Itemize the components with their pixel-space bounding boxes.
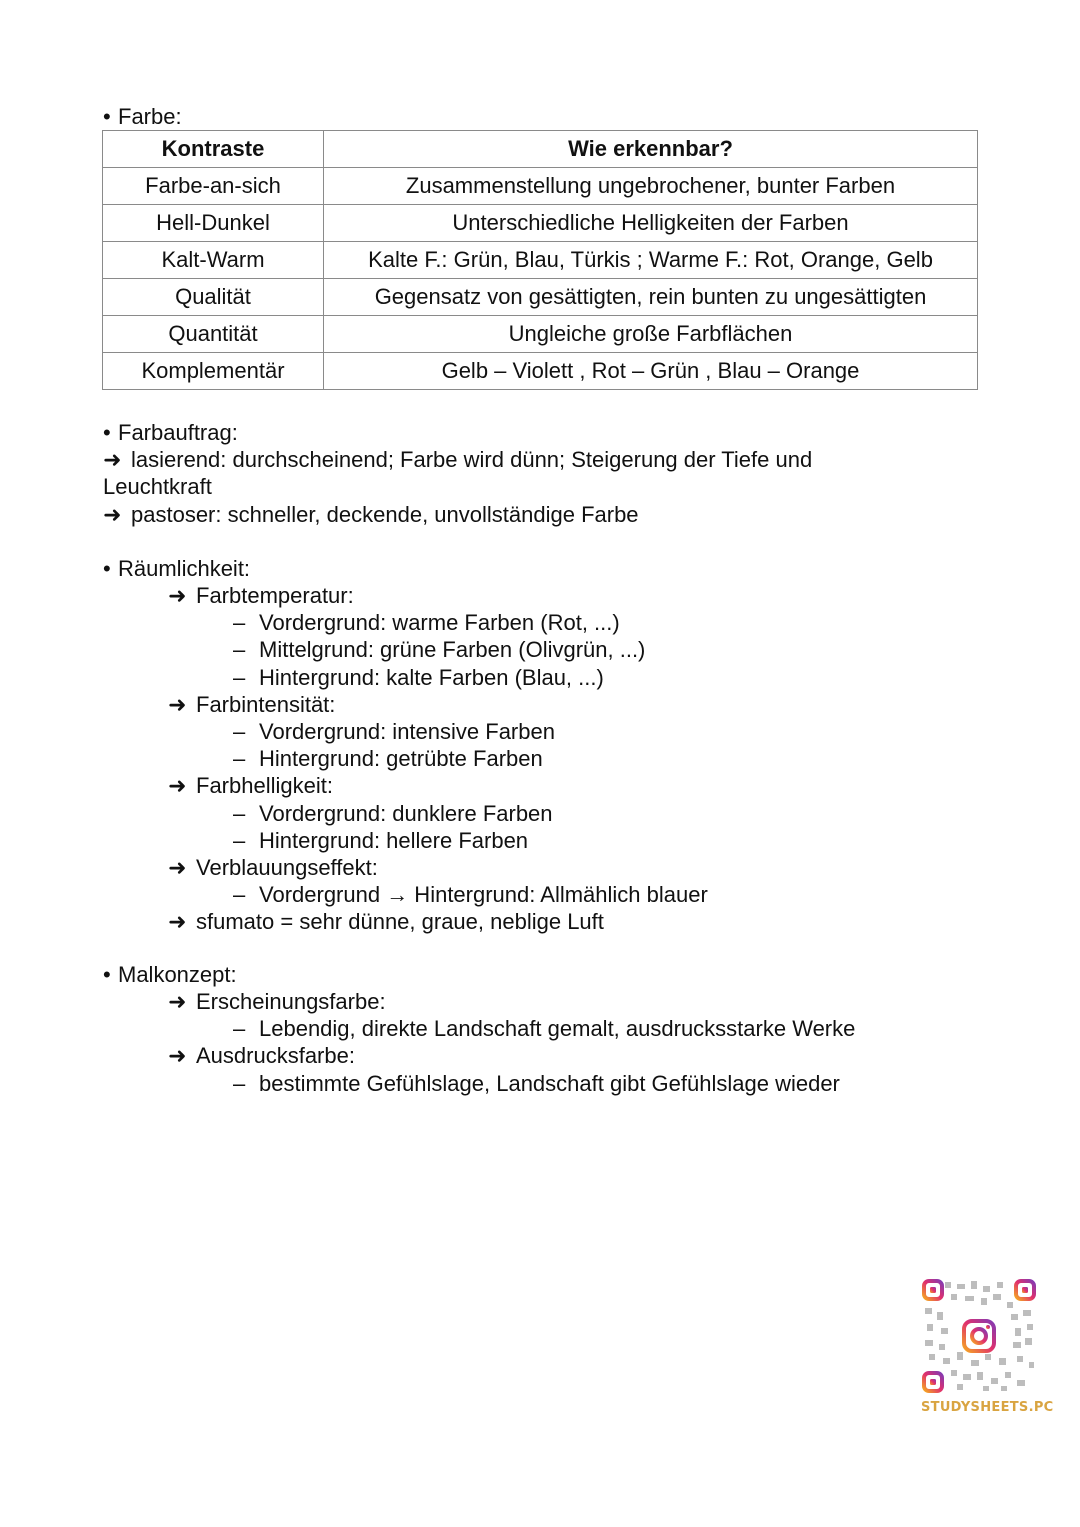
- section-farbauftrag-heading: • Farbauftrag:: [103, 420, 238, 445]
- bullet-icon: •: [103, 104, 111, 129]
- table-cell: Farbe-an-sich: [103, 168, 324, 205]
- table-cell: Qualität: [103, 279, 324, 316]
- dash-icon: –: [233, 719, 246, 744]
- arrow-right-icon: ➜: [168, 692, 187, 717]
- table-header-cell: Wie erkennbar?: [324, 131, 978, 168]
- arrow-right-icon: ➜: [168, 773, 187, 798]
- bullet-icon: •: [103, 962, 111, 987]
- farbintensitaet-heading: ➜ Farbintensität:: [168, 692, 336, 717]
- arrow-right-icon: ➜: [168, 909, 187, 934]
- arrow-right-icon: ➜: [168, 583, 187, 608]
- table-cell: Kalt-Warm: [103, 242, 324, 279]
- dash-icon: –: [233, 746, 246, 771]
- arrow-right-icon: ➜: [168, 989, 187, 1014]
- verblauung-heading: ➜ Verblauungseffekt:: [168, 855, 378, 880]
- bullet-icon: •: [103, 420, 111, 445]
- list-item: – Hintergrund: kalte Farben (Blau, ...): [233, 665, 604, 690]
- section-farbe-heading: • Farbe:: [103, 104, 182, 129]
- arrow-right-icon: ➜: [168, 855, 187, 880]
- list-item: – Vordergrund: dunklere Farben: [233, 801, 553, 826]
- table-cell: Kalte F.: Grün, Blau, Türkis ; Warme F.: Rot, Orange, Gelb: [324, 242, 978, 279]
- table-header-row: [103, 131, 978, 168]
- table-cell: Hell-Dunkel: [103, 205, 324, 242]
- list-item: – Vordergrund → Hintergrund: Allmählich blauer: [233, 882, 708, 907]
- table-row: [103, 279, 978, 316]
- dash-icon: –: [233, 637, 246, 662]
- table-cell: Ungleiche große Farbflächen: [324, 316, 978, 353]
- list-item: – Mittelgrund: grüne Farben (Olivgrün, ...): [233, 637, 646, 662]
- brand-label: STUDYSHEETS.PC: [921, 1400, 1054, 1415]
- arrow-right-icon: ➜: [103, 502, 122, 527]
- dash-icon: –: [233, 1016, 246, 1041]
- farbtemperatur-heading: ➜ Farbtemperatur:: [168, 583, 354, 608]
- erscheinungsfarbe-heading: ➜ Erscheinungsfarbe:: [168, 989, 386, 1014]
- table-cell: Gegensatz von gesättigten, rein bunten zu ungesättigten: [324, 279, 978, 316]
- list-item: – Hintergrund: getrübte Farben: [233, 746, 543, 771]
- table-cell: Unterschiedliche Helligkeiten der Farben: [324, 205, 978, 242]
- table-cell: Komplementär: [103, 353, 324, 390]
- list-item: – bestimmte Gefühlslage, Landschaft gibt Gefühlslage wieder: [233, 1071, 840, 1096]
- table-row: [103, 316, 978, 353]
- table-cell: Zusammenstellung ungebrochener, bunter Farben: [324, 168, 978, 205]
- table-cell: Gelb – Violett , Rot – Grün , Blau – Orange: [324, 353, 978, 390]
- dash-icon: –: [233, 828, 246, 853]
- list-item: – Lebendig, direkte Landschaft gemalt, ausdrucksstarke Werke: [233, 1016, 856, 1041]
- table-row: [103, 353, 978, 390]
- list-item: – Vordergrund: intensive Farben: [233, 719, 555, 744]
- dash-icon: –: [233, 1071, 246, 1096]
- dash-icon: –: [233, 610, 246, 635]
- section-raeumlichkeit-heading: • Räumlichkeit:: [103, 556, 251, 581]
- dash-icon: –: [233, 882, 246, 907]
- table-header-cell: Kontraste: [103, 131, 324, 168]
- table-row: [103, 168, 978, 205]
- list-item: – Hintergrund: hellere Farben: [233, 828, 529, 853]
- farbhelligkeit-heading: ➜ Farbhelligkeit:: [168, 773, 333, 798]
- dash-icon: –: [233, 801, 246, 826]
- farbauftrag-pastoser: ➜ pastoser: schneller, deckende, unvollständige Farbe: [103, 502, 639, 527]
- arrow-right-icon: ➜: [168, 1043, 187, 1068]
- farbauftrag-lasierend-cont: Leuchtkraft: [103, 474, 212, 499]
- table-row: [103, 205, 978, 242]
- table-row: [103, 242, 978, 279]
- farbauftrag-lasierend: ➜ lasierend: durchscheinend; Farbe wird dünn; Steigerung der Tiefe und: [103, 447, 813, 472]
- dash-icon: –: [233, 665, 246, 690]
- table-cell: Quantität: [103, 316, 324, 353]
- bullet-icon: •: [103, 556, 111, 581]
- instagram-qr-icon[interactable]: [921, 1278, 1037, 1394]
- arrow-right-icon: ➜: [103, 447, 122, 472]
- contrast-table: [102, 130, 978, 390]
- ausdrucksfarbe-heading: ➜ Ausdrucksfarbe:: [168, 1043, 355, 1068]
- list-item: – Vordergrund: warme Farben (Rot, ...): [233, 610, 620, 635]
- sfumato-line: ➜ sfumato = sehr dünne, graue, neblige Luft: [168, 909, 604, 934]
- section-malkonzept-heading: • Malkonzept:: [103, 962, 237, 987]
